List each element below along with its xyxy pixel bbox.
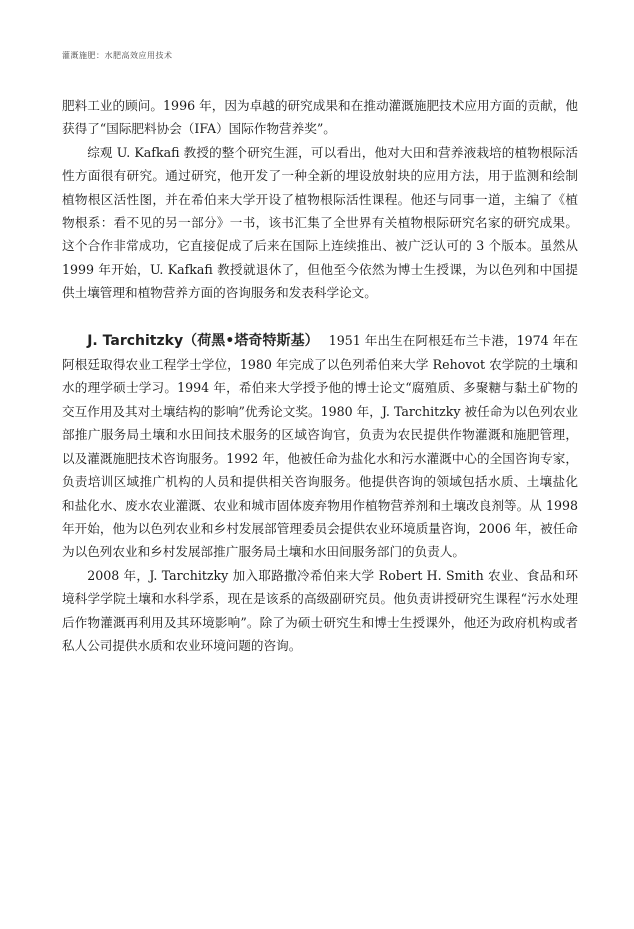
running-header: 灌溉施肥：水肥高效应用技术 <box>62 51 173 60</box>
paragraph-tarchitzky-2008: 2008 年，J. Tarchitzky 加入耶路撒冷希伯来大学 Robert H. Smith 农业、食品和环境科学学院土壤和水科学系，现在是该系的高级副研究员。他负责讲授研究生课程“污水处理后作物灌溉再利用及其环境影响”。除了为硕士研究生和博士生授课外，他还为政府机构或者私人公司提供水质和农业环境问题的咨询。 <box>62 567 578 653</box>
page-body <box>62 94 578 657</box>
tarchitzky-bio-text: 1951 年出生在阿根廷布兰卡港，1974 年在阿根廷取得农业工程学士学位，1980 年完成了以色列希伯来大学 Rehovot 农学院的土壤和水的理学硕士学习。1994 年，希伯来大学授予他的博士论文“腐殖质、多聚糖与黏土矿物的交互作用及其对土壤结构的影响”优秀论文奖。1980 年，J. Tarchitzky 被任命为以色列农业部推广服务局土壤和水田间技术服务的区域咨询官，负责为农民提供作物灌溉和施肥管理，以及灌溉施肥技术咨询服务。1992 年，他被任命为盐化水和污水灌溉中心的全国咨询专家，负责培训区域推广机构的人员和提供相关咨询服务。他提供咨询的领域包括水质、土壤盐化和盐化水、废水农业灌溉、农业和城市固体废弃物用作植物营养剂和土壤改良剂等。从 1998 年开始，他为以色列农业和乡村发展部管理委员会提供农业环境质量咨询，2006 年，被任命为以色列农业和乡村发展部推广服务局土壤和水田间服务部门的负责人。 <box>62 332 578 560</box>
paragraph-tarchitzky-bio <box>62 329 578 564</box>
paragraph-ifa-award: 肥料工业的顾问。1996 年，因为卓越的研究成果和在推动灌溉施肥技术应用方面的贡献，他获得了“国际肥料协会（IFA）国际作物营养奖”。 <box>62 98 578 137</box>
paragraph-kafkafi-career: 综观 U. Kafkafi 教授的整个研究生涯，可以看出，他对大田和营养液栽培的植物根际活性方面很有研究。通过研究，他开发了一种全新的埋设放射块的应用方法，用于监测和绘制植物根区活性图，并在希伯来大学开设了植物根际活性课程。他还与同事一道，主编了《植物根系：看不见的另一部分》一书，该书汇集了全世界有关植物根际研究名家的研究成果。这个合作非常成功，它直接促成了后来在国际上连续推出、被广泛认可的 3 个版本。虽然从 1999 年开始，U. Kafkafi 教授就退休了，但他至今依然为博士生授课，为以色列和中国提供土壤管理和植物营养方面的咨询服务和发表科学论文。 <box>62 144 578 301</box>
section-spacer <box>62 305 578 329</box>
person-name-heading: J. Tarchitzky（荷黑•塔奇特斯基） <box>87 332 319 349</box>
